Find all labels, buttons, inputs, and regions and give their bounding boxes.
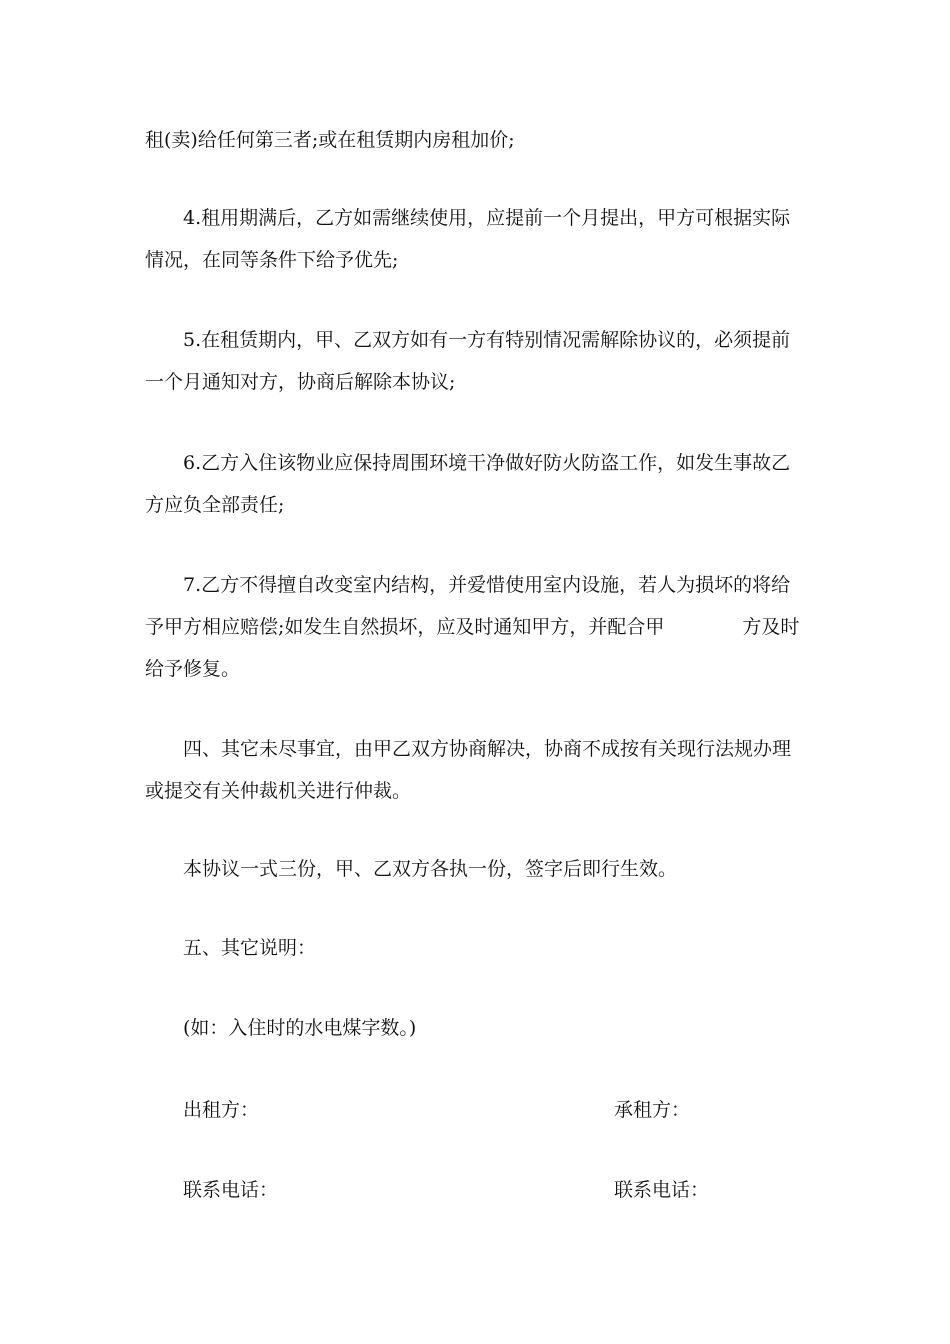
text-line: 租(卖)给任何第三者;或在租赁期内房租加价; (145, 129, 515, 151)
clause-6-line-1: 6.乙方入住该物业应保持周围环境干净做好防火防盗工作，如发生事故乙 (183, 452, 791, 474)
clause-7-line-2-part-b: 方及时 (742, 616, 800, 638)
clause-5-line-2: 一个月通知对方，协商后解除本协议; (145, 371, 456, 393)
lessor-label: 出租方： (183, 1099, 260, 1121)
clause-7-line-2-part-a: 予甲方相应赔偿;如发生自然损坏，应及时通知甲方，并配合甲 (145, 616, 665, 638)
lessee-phone-label: 联系电话： (614, 1179, 710, 1201)
section-4-line-1: 四、其它未尽事宜，由甲乙双方协商解决，协商不成按有关现行法规办理 (183, 738, 792, 760)
clause-4-line-1: 4.租用期满后，乙方如需继续使用，应提前一个月提出，甲方可根据实际 (183, 207, 791, 229)
clause-6-line-2: 方应负全部责任; (145, 494, 285, 516)
clause-7-line-3: 给予修复。 (145, 658, 241, 680)
clause-4-line-2: 情况，在同等条件下给予优先; (145, 249, 399, 271)
clause-5-line-1: 5.在租赁期内，甲、乙双方如有一方有特别情况需解除协议的，必须提前 (183, 329, 791, 351)
copies-statement: 本协议一式三份，甲、乙双方各执一份，签字后即行生效。 (183, 858, 678, 880)
lessor-phone-label: 联系电话： (183, 1179, 279, 1201)
section-5-note: (如：入住时的水电煤字数。) (183, 1017, 417, 1039)
section-4-line-2: 或提交有关仲裁机关进行仲裁。 (145, 780, 412, 802)
clause-7-line-2 (145, 615, 799, 639)
lessee-label: 承租方： (614, 1099, 691, 1121)
section-5-heading: 五、其它说明： (183, 937, 317, 959)
clause-7-line-1: 7.乙方不得擅自改变室内结构，并爱惜使用室内设施，若人为损坏的将给 (183, 574, 791, 596)
